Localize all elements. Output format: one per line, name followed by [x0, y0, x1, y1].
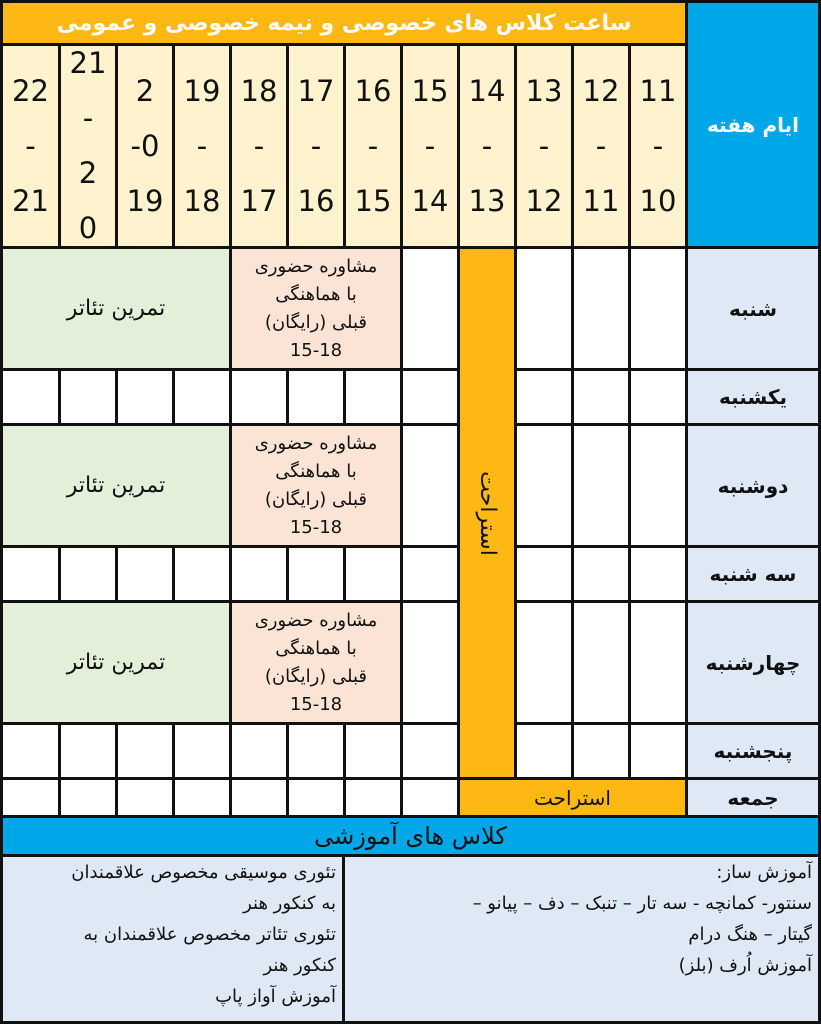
day-friday: جمعه [685, 777, 821, 818]
slot-mon-12 [514, 423, 574, 548]
slot-mon-14 [400, 423, 460, 548]
slot-tue-15 [343, 545, 403, 603]
time-slot-11-12: 12 - 11 [571, 43, 631, 249]
break-column-label: استراحت [474, 470, 500, 556]
slot-sat-10 [628, 246, 688, 371]
slot-thu-17 [229, 722, 289, 780]
slot-fri-14 [400, 777, 460, 818]
time-slot-21-22: 22 - 21 [0, 43, 61, 249]
slot-thu-15 [343, 722, 403, 780]
theater-practice-wednesday: تمرین تئاتر [0, 600, 232, 725]
day-thursday: پنجشنبه [685, 722, 821, 780]
slot-tue-17 [229, 545, 289, 603]
day-monday: دوشنبه [685, 423, 821, 548]
time-slot-15-16: 16 - 15 [343, 43, 403, 249]
slot-wed-10 [628, 600, 688, 725]
day-saturday: شنبه [685, 246, 821, 371]
time-slot-10-11: 11 - 10 [628, 43, 688, 249]
slot-thu-12 [514, 722, 574, 780]
slot-sun-17 [229, 368, 289, 426]
slot-sat-14 [400, 246, 460, 371]
slot-sun-12 [514, 368, 574, 426]
slot-sun-18 [172, 368, 232, 426]
slot-fri-17 [229, 777, 289, 818]
slot-thu-16 [286, 722, 346, 780]
slot-tue-10 [628, 545, 688, 603]
slot-thu-18 [172, 722, 232, 780]
slot-fri-19 [115, 777, 175, 818]
friday-break: استراحت [457, 777, 688, 818]
slot-sat-12 [514, 246, 574, 371]
days-of-week-header: ایام هفته [685, 0, 821, 249]
consultation-saturday: مشاوره حضوری با هماهنگی قبلی (رایگان) 15-18 [229, 246, 403, 371]
slot-tue-11 [571, 545, 631, 603]
slot-tue-14 [400, 545, 460, 603]
slot-thu-11 [571, 722, 631, 780]
time-slot-14-15: 15 - 14 [400, 43, 460, 249]
slot-sat-11 [571, 246, 631, 371]
slot-wed-11 [571, 600, 631, 725]
time-slot-17-18: 18 - 17 [229, 43, 289, 249]
instrument-classes-text: آموزش ساز: سنتور- کمانچه - سه تار – تنبک – دف – پیانو – گیتار – هنگ درام آموزش اُرف (بلز) [342, 854, 821, 1024]
slot-sun-21 [0, 368, 61, 426]
time-slot-18-19: 19 - 18 [172, 43, 232, 249]
time-slot-13-14: 14 - 13 [457, 43, 517, 249]
slot-sun-10 [628, 368, 688, 426]
slot-fri-16 [286, 777, 346, 818]
break-column [457, 246, 517, 780]
slot-sun-20 [58, 368, 118, 426]
slot-sun-16 [286, 368, 346, 426]
slot-thu-19 [115, 722, 175, 780]
slot-sun-14 [400, 368, 460, 426]
slot-thu-20 [58, 722, 118, 780]
slot-tue-16 [286, 545, 346, 603]
theory-classes-text: تئوری موسیقی مخصوص علاقمندان به کنکور هنر تئوری تئاتر مخصوص علاقمندان به کنکور هنر آموزش آواز پاپ [0, 854, 345, 1024]
slot-mon-10 [628, 423, 688, 548]
slot-wed-12 [514, 600, 574, 725]
consultation-monday: مشاوره حضوری با هماهنگی قبلی (رایگان) 15-18 [229, 423, 403, 548]
slot-thu-10 [628, 722, 688, 780]
slot-sun-19 [115, 368, 175, 426]
day-sunday: یکشنبه [685, 368, 821, 426]
slot-tue-12 [514, 545, 574, 603]
slot-thu-21 [0, 722, 61, 780]
slot-tue-21 [0, 545, 61, 603]
slot-wed-14 [400, 600, 460, 725]
time-slot-12-13: 13 - 12 [514, 43, 574, 249]
day-wednesday: چهارشنبه [685, 600, 821, 725]
slot-fri-15 [343, 777, 403, 818]
slot-fri-21 [0, 777, 61, 818]
time-slot-20-21: 21 - 2 0 [58, 43, 118, 249]
slot-sun-15 [343, 368, 403, 426]
slot-tue-19 [115, 545, 175, 603]
slot-sun-11 [571, 368, 631, 426]
consultation-wednesday: مشاوره حضوری با هماهنگی قبلی (رایگان) 15-18 [229, 600, 403, 725]
classes-title: کلاس های آموزشی [0, 815, 821, 857]
day-tuesday: سه شنبه [685, 545, 821, 603]
slot-mon-11 [571, 423, 631, 548]
time-slot-16-17: 17 - 16 [286, 43, 346, 249]
slot-tue-20 [58, 545, 118, 603]
theater-practice-saturday: تمرین تئاتر [0, 246, 232, 371]
theater-practice-monday: تمرین تئاتر [0, 423, 232, 548]
schedule-title: ساعت کلاس های خصوصی و نیمه خصوصی و عمومی [0, 0, 688, 46]
slot-thu-14 [400, 722, 460, 780]
slot-fri-18 [172, 777, 232, 818]
slot-tue-18 [172, 545, 232, 603]
time-slot-19-20: 2 -0 19 [115, 43, 175, 249]
slot-fri-20 [58, 777, 118, 818]
